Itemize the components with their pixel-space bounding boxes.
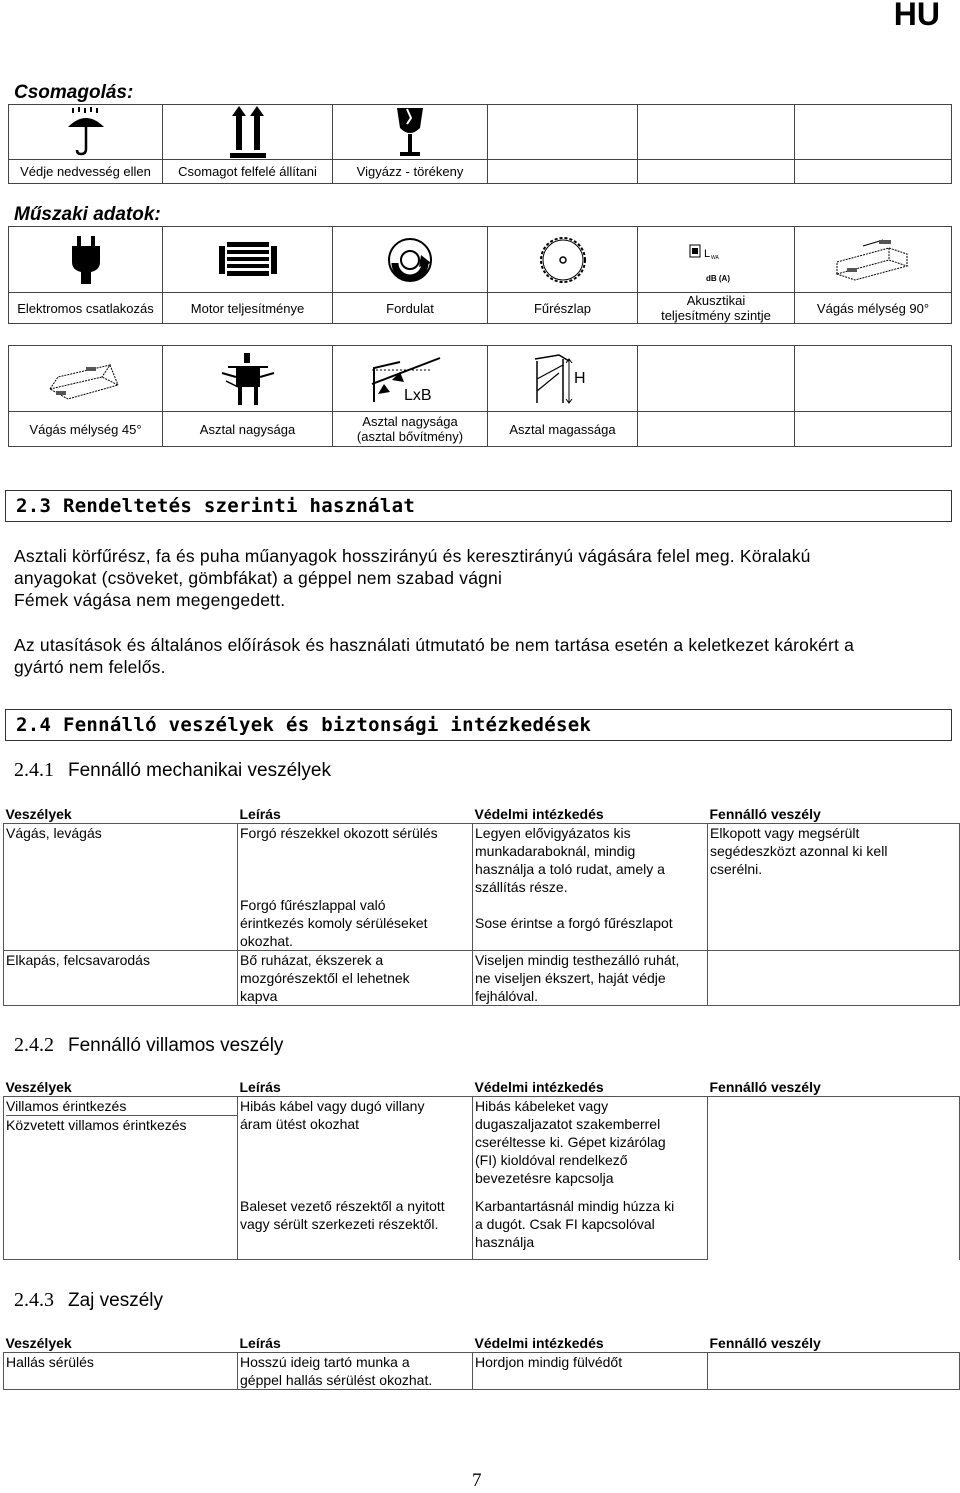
height-h-text: H (573, 369, 586, 387)
subsection-title: Zaj veszély (68, 1290, 164, 1311)
fragile-glass-icon (333, 105, 488, 160)
column-header: Leírás (238, 805, 473, 824)
section-2-3-paragraph (14, 545, 811, 611)
description-cell: Baleset vezető részektől a nyitott vagy sérült szerkezeti részektől. (238, 1187, 473, 1260)
subsection-title: Fennálló villamos veszély (68, 1035, 284, 1056)
column-header: Leírás (238, 1334, 473, 1353)
subsection-2-4-1-heading (14, 759, 331, 782)
paragraph-line: Fémek vágása nem megengedett. (14, 590, 286, 610)
table-extension-icon (333, 346, 488, 412)
packaging-heading: Csomagolás: (14, 82, 134, 103)
packaging-label: Védje nedvesség ellen (9, 160, 163, 184)
packaging-label (638, 160, 795, 184)
residual-cell (708, 951, 960, 1006)
subsection-number: 2.4.3 (14, 1289, 54, 1311)
column-header: Veszélyek (4, 805, 238, 824)
column-header: Védelmi intézkedés (473, 805, 708, 824)
motor-icon (163, 227, 333, 293)
paragraph-line: gyártó nem felelős. (14, 657, 166, 677)
sound-level-icon (638, 227, 795, 293)
cut-depth-90-icon (795, 227, 952, 293)
residual-cell: Elkopott vagy megsérült segédeszközt azonnal ki kell cserélni. (708, 824, 960, 951)
column-header: Fennálló veszély (708, 1078, 960, 1097)
residual-cell (708, 1353, 960, 1390)
table-height-icon (488, 346, 638, 412)
description-cell: Forgó részekkel okozott sérülés (238, 824, 473, 897)
electrical-hazards-table (3, 1078, 960, 1260)
technical-label: Vágás mélység 90° (795, 293, 952, 324)
measure-cell: Hibás kábeleket vagy dugaszaljazatot szakemberrel cseréltesse ki. Gépet kizárólag (FI) kioldóval rendelkező bevezetésre kapcsolja (473, 1097, 708, 1188)
section-2-3-header (5, 490, 952, 522)
saw-blade-icon (488, 227, 638, 293)
hazard-cell: Vágás, levágás (4, 824, 238, 897)
section-2-4-header (5, 709, 952, 741)
measure-cell: Viseljen mindig testhezálló ruhát, ne viseljen ékszert, haját védje fejhálóval. (473, 951, 708, 1006)
hazard-item: Közvetett villamos érintkezés (6, 1117, 187, 1133)
packaging-label: Vigyázz - törékeny (333, 160, 488, 184)
technical-label: Vágás mélység 45° (9, 412, 163, 447)
acoustic-l-text: L (704, 247, 711, 260)
column-header: Veszélyek (4, 1334, 238, 1353)
hazard-item: Villamos érintkezés (6, 1097, 237, 1116)
column-header: Védelmi intézkedés (473, 1078, 708, 1097)
technical-label: Elektromos csatlakozás (9, 293, 163, 324)
subsection-number: 2.4.1 (14, 759, 54, 781)
column-header: Védelmi intézkedés (473, 1334, 708, 1353)
packaging-label: Csomagot felfelé állítani (163, 160, 333, 184)
paragraph-line: Az utasítások és általános előírások és használati útmutató be nem tartása esetén a keletkezet károkért a (14, 635, 855, 655)
subsection-title: Fennálló mechanikai veszélyek (68, 760, 331, 781)
acoustic-unit-text: dB (A) (706, 273, 730, 283)
table-size-icon (163, 346, 333, 412)
packaging-table (8, 104, 952, 184)
description-cell: Hibás kábel vagy dugó villany áram ütést okozhat (238, 1097, 473, 1188)
measure-cell: Legyen elővigyázatos kis munkadaraboknál, mindig használja a toló rudat, amely a szállítás része. (473, 824, 708, 897)
noise-hazards-table (3, 1334, 960, 1390)
rotation-icon (333, 227, 488, 293)
technical-label: Fordulat (333, 293, 488, 324)
technical-label: Asztal magassága (488, 412, 638, 447)
column-header: Fennálló veszély (708, 805, 960, 824)
measure-cell: Sose érintse a forgó fűrészlapot (473, 896, 708, 951)
column-header: Fennálló veszély (708, 1334, 960, 1353)
residual-cell (708, 1097, 960, 1260)
technical-label: Akusztikai teljesítmény szintje (638, 293, 795, 324)
hazard-cell: Hallás sérülés (4, 1353, 238, 1390)
this-way-up-icon (163, 105, 333, 160)
column-header: Veszélyek (4, 1078, 238, 1097)
technical-label: Fűrészlap (488, 293, 638, 324)
page-number: 7 (472, 1470, 482, 1491)
technical-label (638, 412, 795, 447)
hazard-cell (4, 1097, 238, 1188)
description-cell: Hosszú ideig tartó munka a géppel hallás sérülést okozhat. (238, 1353, 473, 1390)
technical-table-row2 (8, 345, 952, 447)
subsection-2-4-2-heading (14, 1034, 283, 1057)
description-cell: Bő ruházat, ékszerek a mozgórészektől el lehetnek kapva (238, 951, 473, 1006)
cut-depth-45-icon (9, 346, 163, 412)
language-badge: HU (893, 0, 940, 32)
technical-table-row1 (8, 226, 952, 324)
umbrella-rain-icon (9, 105, 163, 160)
acoustic-sub-text: WA (711, 254, 719, 261)
hazard-cell (4, 1187, 238, 1260)
subsection-number: 2.4.2 (14, 1034, 54, 1056)
subsection-2-4-3-heading (14, 1289, 163, 1312)
packaging-label (488, 160, 638, 184)
paragraph-line: anyagokat (csöveket, gömbfákat) a géppel nem szabad vágni (14, 568, 503, 588)
section-2-4-title: 2.4 Fennálló veszélyek és biztonsági intézkedések (16, 714, 592, 736)
column-header: Leírás (238, 1078, 473, 1097)
technical-label: Asztal nagysága (163, 412, 333, 447)
measure-cell: Karbantartásnál mindig húzza ki a dugót. Csak FI kapcsolóval használja (473, 1187, 708, 1260)
section-2-3-title: 2.3 Rendeltetés szerinti használat (16, 495, 416, 517)
technical-heading: Műszaki adatok: (14, 204, 161, 225)
lxb-text: LxB (404, 386, 432, 404)
technical-label: Asztal nagysága (asztal bővítmény) (333, 412, 488, 447)
power-plug-icon (9, 227, 163, 293)
technical-label: Motor teljesítménye (163, 293, 333, 324)
hazard-cell: Elkapás, felcsavarodás (4, 951, 238, 1006)
description-cell: Forgó fűrészlappal való érintkezés komoly sérüléseket okozhat. (238, 896, 473, 951)
packaging-label (795, 160, 952, 184)
measure-cell: Hordjon mindig fülvédőt (473, 1353, 708, 1390)
mechanical-hazards-table (3, 805, 960, 1006)
hazard-cell (4, 896, 238, 951)
section-2-3-paragraph-2 (14, 634, 854, 678)
paragraph-line: Asztali körfűrész, fa és puha műanyagok hosszirányú és keresztirányú vágására felel meg. Köralakú (14, 546, 811, 566)
technical-label (795, 412, 952, 447)
